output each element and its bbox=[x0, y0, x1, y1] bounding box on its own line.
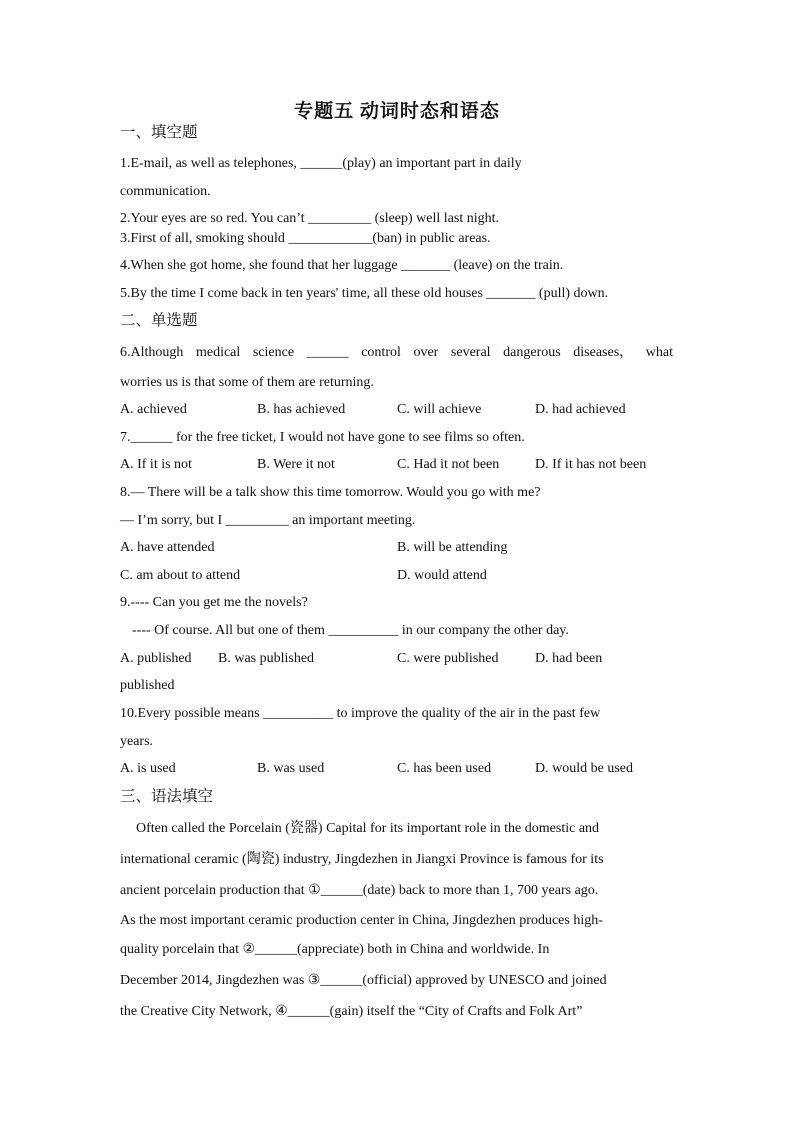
page-title: 专题五 动词时态和语态 bbox=[294, 101, 500, 122]
question-9-line-1: 9.---- Can you get me the novels? bbox=[120, 595, 308, 610]
passage-line-6: December 2014, Jingdezhen was ③______(official) approved by UNESCO and joined bbox=[120, 973, 607, 988]
question-7: 7.______ for the free ticket, I would not have gone to see films so often. bbox=[120, 430, 525, 445]
section-heading-fill-blank: 一、填空题 bbox=[120, 124, 198, 141]
q10-option-d: D. would be used bbox=[535, 761, 633, 776]
question-6-line-1 bbox=[120, 344, 673, 362]
question-9-line-2: ---- Of course. All but one of them __________ in our company the other day. bbox=[132, 623, 569, 638]
question-4: 4.When she got home, she found that her luggage _______ (leave) on the train. bbox=[120, 258, 564, 273]
q7-option-d: D. If it has not been bbox=[535, 457, 647, 472]
passage-line-3: ancient porcelain production that ①______(date) back to more than 1, 700 years ago. bbox=[120, 883, 599, 898]
question-6-line-2: worries us is that some of them are returning. bbox=[120, 375, 374, 390]
question-2: 2.Your eyes are so red. You can’t _________ (sleep) well last night. bbox=[120, 211, 499, 226]
question-5: 5.By the time I come back in ten years' time, all these old houses _______ (pull) down. bbox=[120, 286, 609, 301]
q9-option-d-continued: published bbox=[120, 678, 175, 693]
word: several bbox=[450, 345, 491, 360]
q10-option-c: C. has been used bbox=[397, 761, 492, 776]
question-10-line-1: 10.Every possible means __________ to improve the quality of the air in the past few bbox=[120, 706, 601, 721]
word: medical bbox=[195, 345, 241, 360]
question-3: 3.First of all, smoking should ____________(ban) in public areas. bbox=[120, 231, 491, 246]
word: science bbox=[252, 345, 295, 360]
q8-option-b: B. will be attending bbox=[397, 540, 508, 555]
q6-option-c: C. will achieve bbox=[397, 402, 482, 417]
word: diseases， bbox=[573, 345, 634, 360]
q7-option-b: B. Were it not bbox=[257, 457, 335, 472]
q9-option-a: A. published bbox=[120, 651, 192, 666]
word: control bbox=[361, 345, 401, 360]
question-1-line-1: 1.E-mail, as well as telephones, ______(play) an important part in daily bbox=[120, 156, 522, 171]
question-10-line-2: years. bbox=[120, 734, 154, 749]
passage-line-5: quality porcelain that ②______(appreciate) both in China and worldwide. In bbox=[120, 942, 550, 957]
section-heading-single-choice: 二、单选题 bbox=[120, 312, 198, 329]
q9-option-d: D. had been bbox=[535, 651, 603, 666]
passage-line-1: Often called the Porcelain (瓷器) Capital for its important role in the domestic and bbox=[136, 821, 600, 836]
q8-option-a: A. have attended bbox=[120, 540, 215, 555]
section-heading-grammar-fill: 三、语法填空 bbox=[120, 788, 214, 805]
passage-line-2: international ceramic (陶瓷) industry, Jingdezhen in Jiangxi Province is famous for its bbox=[120, 852, 604, 867]
q9-option-c: C. were published bbox=[397, 651, 499, 666]
passage-line-7: the Creative City Network, ④______(gain) itself the “City of Crafts and Folk Art” bbox=[120, 1004, 583, 1019]
q10-option-a: A. is used bbox=[120, 761, 176, 776]
word: what bbox=[645, 345, 673, 360]
q7-option-a: A. If it is not bbox=[120, 457, 192, 472]
passage-line-4: As the most important ceramic production center in China, Jingdezhen produces high- bbox=[120, 913, 603, 928]
q7-option-c: C. Had it not been bbox=[397, 457, 500, 472]
q9-option-b: B. was published bbox=[218, 651, 315, 666]
q6-option-d: D. had achieved bbox=[535, 402, 626, 417]
word: dangerous bbox=[503, 345, 561, 360]
q8-option-d: D. would attend bbox=[397, 568, 487, 583]
word: 6.Although bbox=[120, 345, 184, 360]
question-1-line-2: communication. bbox=[120, 184, 211, 199]
question-8-line-1: 8.— There will be a talk show this time tomorrow. Would you go with me? bbox=[120, 485, 541, 500]
word: over bbox=[413, 345, 439, 360]
q6-option-a: A. achieved bbox=[120, 402, 187, 417]
q6-option-b: B. has achieved bbox=[257, 402, 346, 417]
word: ______ bbox=[306, 345, 349, 360]
q10-option-b: B. was used bbox=[257, 761, 325, 776]
question-8-line-2: — I’m sorry, but I _________ an important meeting. bbox=[120, 513, 416, 528]
q8-option-c: C. am about to attend bbox=[120, 568, 241, 583]
